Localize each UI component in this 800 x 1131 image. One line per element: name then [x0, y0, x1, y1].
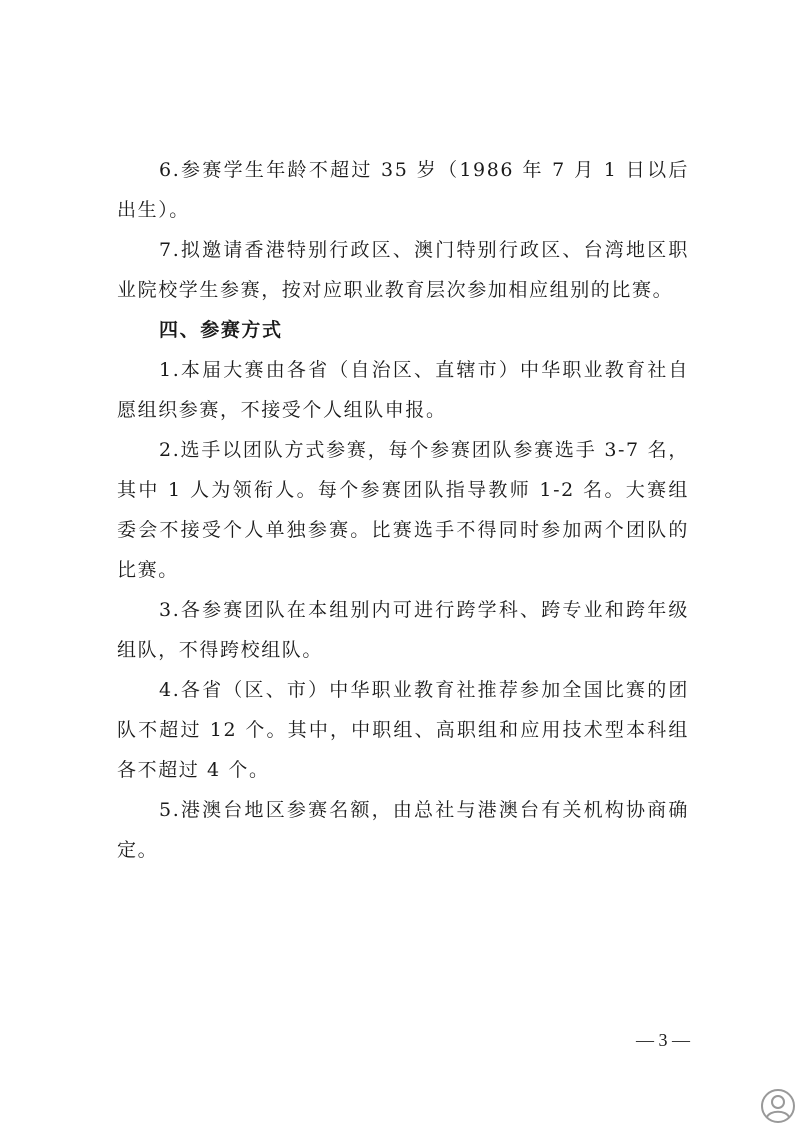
paragraph-1: 1.本届大赛由各省（自治区、直辖市）中华职业教育社自愿组织参赛，不接受个人组队申报。 [117, 359, 689, 421]
paragraph-2: 2.选手以团队方式参赛，每个参赛团队参赛选手 3-7 名，其中 1 人为领衔人。每个参赛团队指导教师 1-2 名。大赛组委会不接受个人单独参赛。比赛选手不得同时参加两个团队的比赛。 [117, 439, 689, 581]
paragraph-4: 4.各省（区、市）中华职业教育社推荐参加全国比赛的团队不超过 12 个。其中，中职组、高职组和应用技术型本科组各不超过 4 个。 [117, 679, 689, 781]
section-heading: 四、参赛方式 [159, 319, 283, 341]
user-profile-button[interactable] [760, 1088, 796, 1124]
page-number: — 3 — [636, 1030, 690, 1050]
user-circle-icon [760, 1088, 796, 1124]
paragraph-7: 7.拟邀请香港特别行政区、澳门特别行政区、台湾地区职业院校学生参赛，按对应职业教育层次参加相应组别的比赛。 [117, 239, 689, 301]
paragraph-5: 5.港澳台地区参赛名额，由总社与港澳台有关机构协商确定。 [117, 799, 689, 861]
document-body [117, 150, 689, 870]
paragraph-6: 6.参赛学生年龄不超过 35 岁（1986 年 7 月 1 日以后出生）。 [117, 159, 689, 221]
paragraph-3: 3.各参赛团队在本组别内可进行跨学科、跨专业和跨年级组队，不得跨校组队。 [117, 599, 689, 661]
